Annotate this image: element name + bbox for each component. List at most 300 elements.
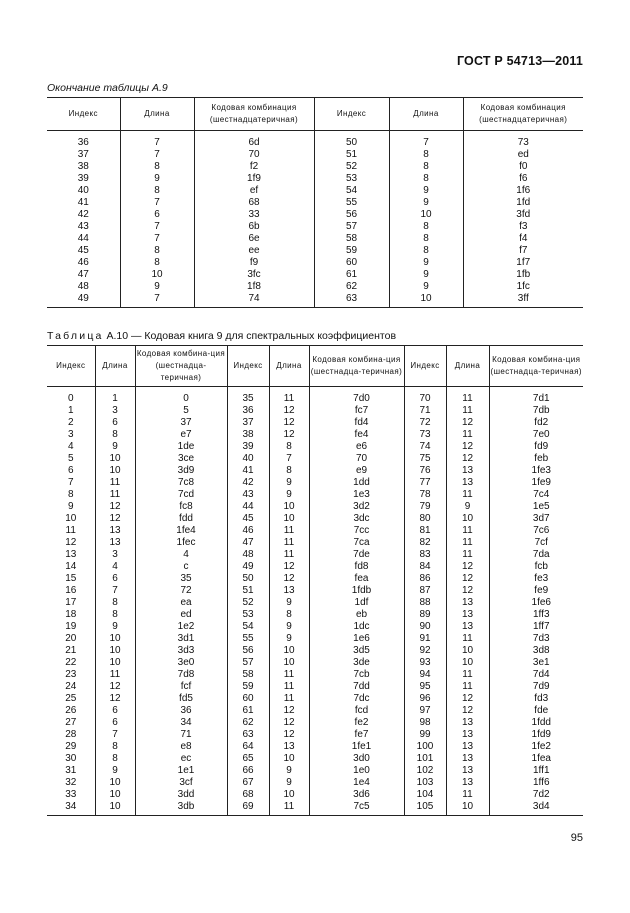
table-cell: 11: [446, 489, 489, 501]
table-cell: f0: [463, 161, 583, 173]
table-cell: 12: [446, 441, 489, 453]
table-cell: 74: [194, 293, 314, 308]
table-cell: 3d8: [489, 645, 583, 657]
table-cell: 10: [95, 645, 135, 657]
table-cell: 6b: [194, 221, 314, 233]
table-cell: 63: [314, 293, 389, 308]
table-cell: 34: [135, 717, 227, 729]
column-header: Кодовая комбина-ция (шестнадца-теричная): [489, 346, 583, 387]
table-cell: 12: [269, 717, 309, 729]
table-cell: 11: [269, 525, 309, 537]
table-cell: 34: [47, 801, 95, 816]
table-cell: 13: [95, 525, 135, 537]
table-cell: 3d6: [309, 789, 404, 801]
table-cell: 3: [95, 549, 135, 561]
table-cell: 7d8: [135, 669, 227, 681]
table-cell: 61: [314, 269, 389, 281]
table-cell: 0: [67, 393, 74, 404]
table-cell: 1ff7: [489, 621, 583, 633]
table-cell: 1fc: [463, 281, 583, 293]
table-cell: 3dd: [135, 789, 227, 801]
table-cell: 79: [404, 501, 446, 513]
table-cell: 55: [314, 197, 389, 209]
table-row: [47, 537, 583, 549]
table-a9-caption: Окончание таблицы А.9: [47, 82, 168, 94]
table-cell: c: [135, 561, 227, 573]
table-row: [47, 197, 583, 209]
table-cell: 1e6: [309, 633, 404, 645]
table-cell: 1fdb: [309, 585, 404, 597]
table-cell: 7d3: [489, 633, 583, 645]
table-cell: 56: [314, 209, 389, 221]
table-cell: 7db: [489, 405, 583, 417]
table-cell: 70: [309, 453, 404, 465]
table-cell: 10: [446, 801, 489, 816]
table-a9-body: [47, 131, 583, 308]
table-cell: 11: [269, 801, 309, 816]
table-cell: 7: [67, 477, 74, 488]
table-row: [47, 131, 583, 150]
table-row: [47, 185, 583, 197]
table-cell: 7: [120, 233, 194, 245]
table-cell: 37: [77, 149, 89, 160]
table-row: [47, 387, 583, 406]
table-cell: 98: [404, 717, 446, 729]
table-cell: 15: [65, 573, 77, 584]
table-cell: 1fd9: [489, 729, 583, 741]
table-row: [47, 729, 583, 741]
table-row: [47, 609, 583, 621]
table-cell: 10: [95, 657, 135, 669]
table-cell: 75: [404, 453, 446, 465]
table-cell: 13: [65, 549, 77, 560]
table-cell: 87: [404, 585, 446, 597]
table-cell: 68: [194, 197, 314, 209]
table-cell: 47: [77, 269, 89, 280]
table-cell: 76: [404, 465, 446, 477]
table-cell: 9: [269, 597, 309, 609]
table-cell: 83: [404, 549, 446, 561]
table-cell: 9: [120, 173, 194, 185]
table-cell: 3d3: [135, 645, 227, 657]
table-cell: 91: [404, 633, 446, 645]
table-cell: 11: [269, 693, 309, 705]
table-cell: 59: [227, 681, 269, 693]
table-cell: 5: [135, 405, 227, 417]
table-cell: e7: [135, 429, 227, 441]
table-cell: 36: [227, 405, 269, 417]
table-cell: 8: [120, 245, 194, 257]
table-cell: 10: [446, 645, 489, 657]
table-cell: 103: [404, 777, 446, 789]
table-cell: 43: [227, 489, 269, 501]
table-cell: 7e0: [489, 429, 583, 441]
table-row: [47, 525, 583, 537]
table-cell: 3fd: [463, 209, 583, 221]
table-cell: 7: [120, 131, 194, 150]
table-cell: 50: [227, 573, 269, 585]
table-row: [47, 269, 583, 281]
table-cell: 8: [95, 741, 135, 753]
table-row: [47, 801, 583, 816]
table-cell: 9: [95, 621, 135, 633]
table-cell: 10: [389, 209, 463, 221]
table-cell: 1e1: [135, 765, 227, 777]
table-cell: 7: [120, 221, 194, 233]
table-cell: 10: [95, 777, 135, 789]
table-cell: 9: [389, 197, 463, 209]
table-cell: 71: [135, 729, 227, 741]
table-cell: ee: [194, 245, 314, 257]
table-cell: 12: [95, 693, 135, 705]
table-cell: 57: [227, 657, 269, 669]
table-cell: 7c5: [309, 801, 404, 816]
table-a10-caption-title: А.10 — Кодовая книга 9 для спектральных коэффициентов: [106, 330, 397, 342]
table-cell: 29: [65, 741, 77, 752]
column-header: Кодовая комбинация (шестнадцатеричная): [194, 98, 314, 131]
table-cell: 1fe2: [489, 741, 583, 753]
table-cell: 1fd: [463, 197, 583, 209]
table-cell: 11: [446, 387, 489, 406]
table-a9: [47, 97, 583, 308]
table-cell: fd9: [489, 441, 583, 453]
table-a10: [47, 345, 583, 816]
table-cell: 3d4: [489, 801, 583, 816]
table-cell: 1: [95, 387, 135, 406]
table-row: [47, 429, 583, 441]
table-cell: 1fb: [463, 269, 583, 281]
column-header: Индекс: [404, 346, 446, 387]
table-cell: 39: [77, 173, 89, 184]
table-row: [47, 741, 583, 753]
table-cell: 11: [446, 669, 489, 681]
table-row: [47, 753, 583, 765]
table-cell: fcf: [135, 681, 227, 693]
table-cell: 18: [65, 609, 77, 620]
column-header: Индекс: [227, 346, 269, 387]
table-cell: 9: [269, 477, 309, 489]
table-cell: 3d5: [309, 645, 404, 657]
table-cell: 8: [95, 753, 135, 765]
table-cell: 10: [95, 633, 135, 645]
table-cell: 73: [463, 131, 583, 150]
table-cell: 11: [269, 387, 309, 406]
table-cell: 96: [404, 693, 446, 705]
table-cell: 16: [65, 585, 77, 596]
table-cell: f7: [463, 245, 583, 257]
table-cell: 7ca: [309, 537, 404, 549]
table-row: [47, 417, 583, 429]
table-cell: f6: [463, 173, 583, 185]
table-cell: 1ff3: [489, 609, 583, 621]
table-row: [47, 405, 583, 417]
table-cell: 13: [446, 753, 489, 765]
table-cell: 14: [65, 561, 77, 572]
table-cell: 1f8: [194, 281, 314, 293]
table-cell: 52: [314, 161, 389, 173]
table-cell: 39: [227, 441, 269, 453]
table-cell: 49: [47, 293, 120, 308]
table-cell: 105: [404, 801, 446, 816]
table-cell: 12: [446, 585, 489, 597]
table-cell: 7cd: [135, 489, 227, 501]
table-cell: 43: [77, 221, 89, 232]
table-cell: 41: [77, 197, 89, 208]
table-cell: 53: [314, 173, 389, 185]
table-cell: 7d4: [489, 669, 583, 681]
table-cell: 7c4: [489, 489, 583, 501]
table-cell: 35: [227, 387, 269, 406]
table-cell: 9: [389, 269, 463, 281]
table-cell: 37: [135, 417, 227, 429]
table-cell: 6: [120, 209, 194, 221]
table-cell: 37: [227, 417, 269, 429]
table-cell: 70: [194, 149, 314, 161]
table-cell: 13: [446, 777, 489, 789]
table-cell: 6: [67, 465, 74, 476]
table-cell: 71: [404, 405, 446, 417]
table-cell: 95: [404, 681, 446, 693]
table-cell: 7: [269, 453, 309, 465]
table-cell: 9: [67, 501, 74, 512]
table-cell: 82: [404, 537, 446, 549]
table-cell: fd2: [489, 417, 583, 429]
table-cell: fe2: [309, 717, 404, 729]
table-cell: 6: [95, 705, 135, 717]
table-cell: 4: [135, 549, 227, 561]
table-cell: 58: [227, 669, 269, 681]
table-cell: 3: [95, 405, 135, 417]
table-cell: 10: [269, 789, 309, 801]
table-cell: 33: [65, 789, 77, 800]
table-cell: 7cf: [489, 537, 583, 549]
table-cell: 52: [227, 597, 269, 609]
table-cell: 12: [446, 705, 489, 717]
table-cell: 19: [65, 621, 77, 632]
table-cell: 7: [389, 131, 463, 150]
table-cell: 60: [227, 693, 269, 705]
table-row: [47, 281, 583, 293]
table-cell: 33: [194, 209, 314, 221]
table-row: [47, 633, 583, 645]
table-cell: 1de: [135, 441, 227, 453]
table-cell: 13: [446, 477, 489, 489]
table-cell: 23: [65, 669, 77, 680]
table-cell: 3ff: [463, 293, 583, 308]
table-cell: 9: [389, 257, 463, 269]
table-cell: 102: [404, 765, 446, 777]
table-cell: f4: [463, 233, 583, 245]
table-cell: 7d1: [489, 387, 583, 406]
table-cell: 6e: [194, 233, 314, 245]
table-cell: 6d: [194, 131, 314, 150]
table-cell: 47: [227, 537, 269, 549]
table-cell: 26: [65, 705, 77, 716]
table-cell: 10: [120, 269, 194, 281]
table-cell: 6: [95, 417, 135, 429]
table-cell: 56: [227, 645, 269, 657]
table-cell: 72: [404, 417, 446, 429]
table-cell: fe7: [309, 729, 404, 741]
table-row: [47, 561, 583, 573]
table-cell: 3: [67, 429, 74, 440]
document-code: ГОСТ Р 54713—2011: [456, 54, 583, 68]
table-row: [47, 597, 583, 609]
table-cell: 7da: [489, 549, 583, 561]
column-header: Кодовая комбина-ция (шестнадца-теричная): [309, 346, 404, 387]
table-cell: 3e0: [135, 657, 227, 669]
table-cell: 42: [77, 209, 89, 220]
table-cell: 3fc: [194, 269, 314, 281]
column-header: Индекс: [314, 98, 389, 131]
table-cell: 12: [95, 681, 135, 693]
table-cell: 25: [65, 693, 77, 704]
table-cell: 51: [314, 149, 389, 161]
table-cell: 10: [269, 657, 309, 669]
table-cell: 12: [269, 405, 309, 417]
table-cell: 12: [269, 561, 309, 573]
table-cell: 10: [389, 293, 463, 308]
table-cell: 46: [77, 257, 89, 268]
table-cell: fd4: [309, 417, 404, 429]
table-cell: 10: [269, 513, 309, 525]
table-cell: 97: [404, 705, 446, 717]
table-cell: 3dc: [309, 513, 404, 525]
table-cell: 9: [389, 281, 463, 293]
table-cell: 10: [446, 657, 489, 669]
table-cell: 35: [135, 573, 227, 585]
table-cell: 38: [77, 161, 89, 172]
table-cell: fde: [489, 705, 583, 717]
table-cell: 11: [65, 525, 76, 536]
table-row: [47, 465, 583, 477]
table-cell: 24: [65, 681, 77, 692]
table-cell: 12: [269, 417, 309, 429]
table-cell: 42: [227, 477, 269, 489]
table-cell: 68: [227, 789, 269, 801]
table-cell: 1ff6: [489, 777, 583, 789]
table-cell: f2: [194, 161, 314, 173]
table-cell: 2: [67, 417, 74, 428]
table-cell: 8: [269, 465, 309, 477]
table-cell: 1fe6: [489, 597, 583, 609]
table-cell: 13: [446, 717, 489, 729]
table-cell: 1fdd: [489, 717, 583, 729]
table-row: [47, 221, 583, 233]
table-cell: 1f6: [463, 185, 583, 197]
table-cell: 13: [446, 465, 489, 477]
table-cell: 30: [65, 753, 77, 764]
table-cell: 48: [77, 281, 89, 292]
table-cell: 67: [227, 777, 269, 789]
table-cell: 65: [227, 753, 269, 765]
table-cell: 10: [95, 789, 135, 801]
table-row: [47, 293, 583, 308]
table-cell: 1: [67, 405, 74, 416]
table-cell: 48: [227, 549, 269, 561]
table-cell: fea: [309, 573, 404, 585]
table-row: [47, 657, 583, 669]
table-row: [47, 693, 583, 705]
table-cell: 8: [120, 257, 194, 269]
table-cell: 11: [269, 669, 309, 681]
table-cell: 8: [269, 609, 309, 621]
table-cell: 31: [65, 765, 77, 776]
table-cell: 13: [446, 597, 489, 609]
table-cell: 44: [227, 501, 269, 513]
table-cell: fcb: [489, 561, 583, 573]
table-cell: 12: [269, 573, 309, 585]
table-cell: 62: [314, 281, 389, 293]
table-cell: 13: [446, 741, 489, 753]
table-cell: 7cc: [309, 525, 404, 537]
table-cell: 89: [404, 609, 446, 621]
table-cell: 54: [314, 185, 389, 197]
table-row: [47, 645, 583, 657]
table-cell: 1e5: [489, 501, 583, 513]
table-cell: 62: [227, 717, 269, 729]
table-cell: 45: [77, 245, 89, 256]
table-cell: 3ce: [135, 453, 227, 465]
table-cell: 7d9: [489, 681, 583, 693]
table-cell: 7: [120, 149, 194, 161]
table-cell: 12: [446, 561, 489, 573]
table-cell: feb: [489, 453, 583, 465]
table-cell: 9: [95, 765, 135, 777]
table-cell: 10: [269, 645, 309, 657]
table-cell: 11: [446, 405, 489, 417]
table-row: [47, 257, 583, 269]
table-cell: 11: [446, 681, 489, 693]
table-cell: 11: [269, 681, 309, 693]
table-cell: 3e1: [489, 657, 583, 669]
table-cell: 99: [404, 729, 446, 741]
table-cell: 1fec: [135, 537, 227, 549]
table-cell: 45: [227, 513, 269, 525]
table-cell: 9: [446, 501, 489, 513]
table-row: [47, 765, 583, 777]
table-cell: 66: [227, 765, 269, 777]
table-cell: fd3: [489, 693, 583, 705]
table-cell: 93: [404, 657, 446, 669]
table-cell: 1dc: [309, 621, 404, 633]
table-cell: 7c8: [135, 477, 227, 489]
table-cell: 3d1: [135, 633, 227, 645]
table-cell: 12: [446, 573, 489, 585]
table-cell: 3de: [309, 657, 404, 669]
table-cell: 6: [95, 573, 135, 585]
table-a10-header: [47, 346, 583, 387]
table-cell: 1fe4: [135, 525, 227, 537]
table-cell: 3d2: [309, 501, 404, 513]
table-a9-header: [47, 98, 583, 131]
table-cell: 28: [65, 729, 77, 740]
column-header: Длина: [389, 98, 463, 131]
table-cell: 21: [65, 645, 77, 656]
table-row: [47, 585, 583, 597]
table-cell: e8: [135, 741, 227, 753]
table-row: [47, 681, 583, 693]
table-cell: 94: [404, 669, 446, 681]
table-cell: 8: [95, 597, 135, 609]
table-cell: 1dd: [309, 477, 404, 489]
table-cell: 1f9: [194, 173, 314, 185]
table-cell: 8: [389, 161, 463, 173]
table-cell: 80: [404, 513, 446, 525]
table-cell: 104: [404, 789, 446, 801]
table-cell: 13: [446, 765, 489, 777]
table-cell: 11: [269, 549, 309, 561]
